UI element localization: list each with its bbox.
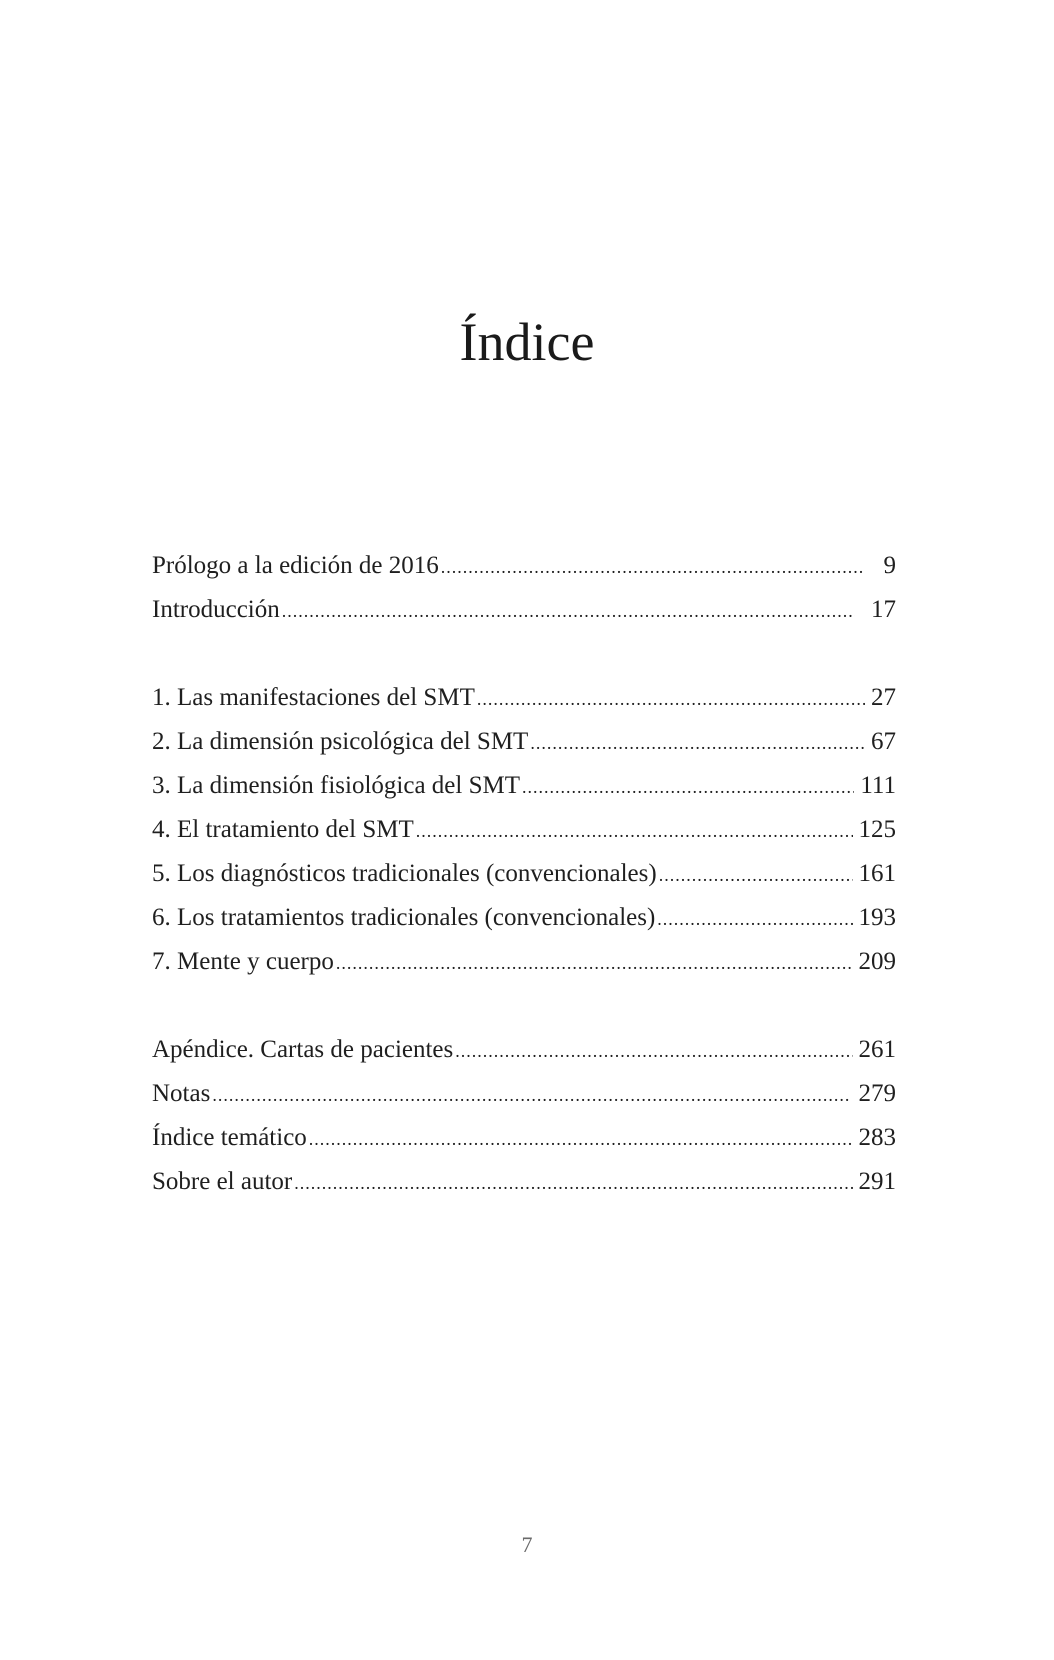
toc-entry-label: Sobre el autor [152, 1168, 293, 1195]
dot-leader [212, 1073, 851, 1117]
toc-entry-label: Notas [152, 1080, 211, 1107]
dot-leader [309, 1117, 853, 1161]
toc-entry-label: Apéndice. Cartas de pacientes [152, 1036, 454, 1063]
dot-leader [657, 897, 852, 941]
toc-entry [152, 1072, 896, 1116]
toc-entry-label: Prólogo a la edición de 2016 [152, 552, 439, 579]
toc-entry-page: 9 [883, 552, 896, 579]
toc-entry-page: 193 [858, 904, 896, 931]
toc-entry [152, 852, 896, 896]
toc-entry [152, 676, 896, 720]
toc-group-chapters [152, 676, 896, 984]
toc-entry [152, 1116, 896, 1160]
toc-entry-page: 111 [860, 772, 896, 799]
toc-entry-page: 279 [858, 1080, 896, 1107]
dot-leader [477, 677, 865, 721]
toc-entry-page: 261 [858, 1036, 896, 1063]
toc-entry-page: 125 [858, 816, 896, 843]
toc-entry [152, 1160, 896, 1204]
toc-entry-label: 7. Mente y cuerpo [152, 948, 334, 975]
toc-entry-label: 3. La dimensión fisiológica del SMT [152, 772, 521, 799]
dot-leader [530, 721, 865, 765]
dot-leader [441, 545, 865, 589]
toc-entry-page: 209 [858, 948, 896, 975]
toc-entry [152, 1028, 896, 1072]
dot-leader [416, 809, 853, 853]
toc-entry-page: 291 [858, 1168, 896, 1195]
toc-entry-label: Índice temático [152, 1124, 307, 1151]
toc-group-back-matter [152, 1028, 896, 1204]
toc-entry-page: 67 [871, 728, 896, 755]
toc-entry-page: 27 [871, 684, 896, 711]
dot-leader [282, 589, 856, 633]
page-title: Índice [459, 312, 595, 372]
toc-entry [152, 720, 896, 764]
toc-entry-label: 2. La dimensión psicológica del SMT [152, 728, 529, 755]
dot-leader [294, 1161, 852, 1205]
toc-entry [152, 588, 896, 632]
page-number: 7 [521, 1532, 533, 1557]
dot-leader [659, 853, 853, 897]
toc-entry-label: 5. Los diagnósticos tradicionales (convencionales) [152, 860, 657, 887]
toc-entry [152, 544, 896, 588]
dot-leader [522, 765, 854, 809]
table-of-contents [152, 544, 896, 1248]
toc-entry [152, 940, 896, 984]
toc-entry-label: 4. El tratamiento del SMT [152, 816, 414, 843]
toc-entry-page: 161 [858, 860, 896, 887]
toc-entry-label: 6. Los tratamientos tradicionales (convencionales) [152, 904, 656, 931]
dot-leader [336, 941, 853, 985]
toc-group-front-matter [152, 544, 896, 632]
toc-entry-label: 1. Las manifestaciones del SMT [152, 684, 475, 711]
toc-entry-label: Introducción [152, 596, 280, 623]
toc-entry-page: 17 [871, 596, 896, 623]
toc-entry [152, 896, 896, 940]
toc-entry [152, 808, 896, 852]
toc-entry [152, 764, 896, 808]
dot-leader [455, 1029, 852, 1073]
toc-entry-page: 283 [858, 1124, 896, 1151]
